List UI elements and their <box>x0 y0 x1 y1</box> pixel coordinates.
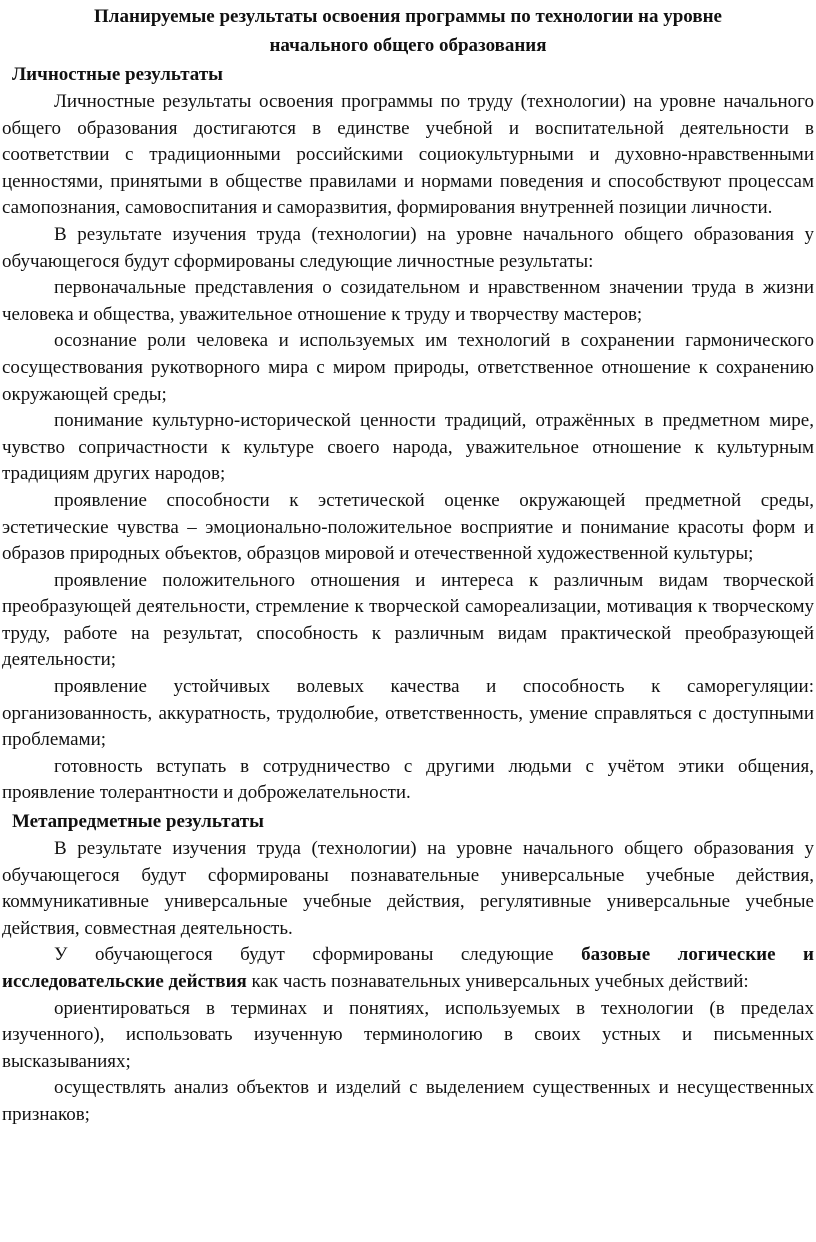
title-line-1: Планируемые результаты освоения программы по технологии на уровне <box>94 6 722 27</box>
paragraph-text: У обучающегося будут сформированы следующие <box>54 944 582 966</box>
paragraph: Личностные результаты освоения программы по труду (технологии) на уровне начального общего образования достигаются в единстве учебной и воспитательной деятельности в соответствии с традиционными российскими социокультурными и духовно-нравственными ценностями, принятыми в обществе правилами и нормами поведения и способствуют процессам самопознания, самовоспитания и саморазвития, формирования внутренней позиции личности. <box>2 91 814 219</box>
bold-phrase: базовые логические и исследовательские действия <box>2 944 814 992</box>
paragraph: первоначальные представления о созидательном и нравственном значении труда в жизни человека и общества, уважительное отношение к труду и творчеству мастеров; <box>2 277 814 325</box>
title-line-2: начального общего образования <box>269 35 547 56</box>
paragraph: ориентироваться в терминах и понятиях, используемых в технологии (в пределах изученного), использовать изученную терминологию в своих устных и письменных высказываниях; <box>2 997 814 1072</box>
personal-results-heading: Личностные результаты <box>12 64 223 85</box>
paragraph: проявление положительного отношения и интереса к различным видам творческой преобразующей деятельности, стремление к творческой самореализации, мотивация к творческому труду, работе на результат, способность к различным видам практической преобразующей деятельности; <box>2 569 814 671</box>
paragraph: осознание роли человека и используемых им технологий в сохранении гармонического сосуществования рукотворного мира с миром природы, ответственное отношение к сохранению окружающей среды; <box>2 330 814 405</box>
paragraph-text: как часть познавательных универсальных учебных действий: <box>246 971 749 992</box>
paragraph: проявление устойчивых волевых качества и способность к саморегуляции: организованность, аккуратность, трудолюбие, ответственность, умение справляться с доступными проблемами; <box>2 676 814 751</box>
meta-results-heading: Метапредметные результаты <box>12 811 264 833</box>
paragraph: готовность вступать в сотрудничество с другими людьми с учётом этики общения, проявление толерантности и доброжелательности. <box>2 755 814 804</box>
paragraph: понимание культурно-исторической ценности традиций, отражённых в предметном мире, чувство сопричастности к культуре своего народа, уважительное отношение к культурным традициям других народов; <box>2 410 814 485</box>
document-title <box>2 2 814 60</box>
paragraph: В результате изучения труда (технологии) на уровне начального общего образования у обучающегося будут сформированы познавательные универсальные учебные действия, коммуникативные универсальные учебные действия, регулятивные универсальные учебные действия, совместная деятельность. <box>2 838 814 939</box>
paragraph: проявление способности к эстетической оценке окружающей предметной среды, эстетические чувства – эмоционально-положительное восприятие и понимание красоты форм и образов природных объектов, образцов мировой и отечественной художественной культуры; <box>2 489 814 565</box>
paragraph: В результате изучения труда (технологии) на уровне начального общего образования у обучающегося будут сформированы следующие личностные результаты: <box>2 223 814 272</box>
paragraph: осуществлять анализ объектов и изделий с выделением существенных и несущественных признаков; <box>2 1077 814 1125</box>
paragraph-with-emphasis <box>2 942 814 995</box>
